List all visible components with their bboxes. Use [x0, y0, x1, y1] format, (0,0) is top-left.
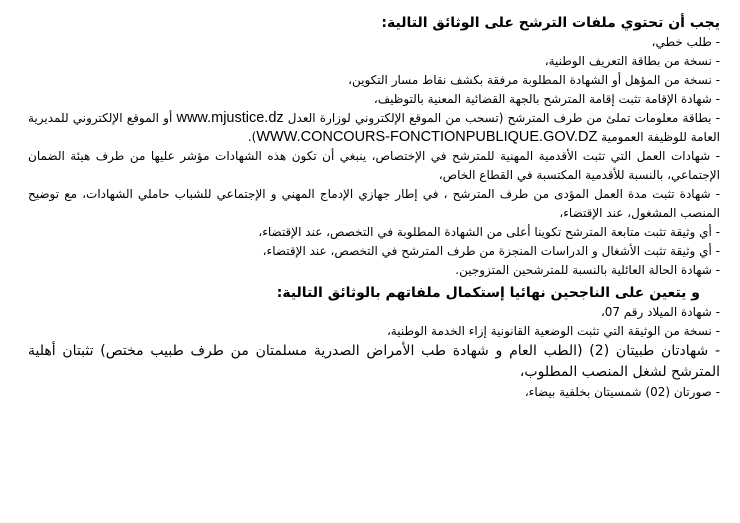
list-item: - أي وثيقة تثبت متابعة المترشح تكوينا أعلى من الشهادة المطلوبة في التخصص، عند الإقتضاء، — [258, 225, 720, 239]
item-text: - بطاقة معلومات تملئ من طرف المترشح (تسحب من الموقع الإلكتروني لوزارة العدل — [283, 111, 720, 125]
section2-list — [28, 303, 720, 402]
mjustice-link[interactable]: www.mjustice.dz — [176, 110, 284, 126]
concours-link[interactable]: WWW.CONCOURS-FONCTIONPUBLIQUE.GOV.DZ — [256, 129, 598, 145]
list-item: - شهادة تثبت مدة العمل المؤدى من طرف المترشح ، في إطار جهازي الإدماج المهني و الإجتماعي للشباب حاملي الشهادات، مع توضيح المنصب المشغول، عند الإقتضاء، — [28, 187, 720, 220]
list-item — [28, 109, 720, 147]
list-item: - طلب خطي، — [651, 35, 720, 49]
item-text: ). — [247, 130, 257, 144]
item-text: أو الموقع الإلكتروني للمديرية العامة للوظيفة العمومية — [28, 111, 720, 144]
document-page — [28, 14, 720, 402]
section1-list — [28, 33, 720, 280]
list-item: - أي وثيقة تثبت الأشغال و الدراسات المنجزة من طرف المترشح في التخصص، عند الإقتضاء، — [262, 244, 720, 258]
list-item: - شهادة الميلاد رقم 07، — [600, 305, 720, 319]
list-item: - نسخة من بطاقة التعريف الوطنية، — [544, 54, 720, 68]
section2-heading: و يتعين على الناجحين نهائيا إستكمال ملفاتهم بالوثائق التالية: — [276, 285, 700, 301]
list-item: - نسخة من المؤهل أو الشهادة المطلوبة مرفقة بكشف نقاط مسار التكوين، — [348, 73, 720, 87]
list-item: - صورتان (02) شمسيتان بخلفية بيضاء، — [524, 385, 720, 399]
list-item: - شهادة الحالة العائلية بالنسبة للمترشحين المتزوجين. — [455, 263, 720, 277]
section1-heading: يجب أن تحتوي ملفات الترشح على الوثائق التالية: — [381, 15, 720, 31]
list-item: - شهادات العمل التي تثبت الأقدمية المهنية للمترشح في الإختصاص، ينبغي أن تكون هذه الشهادات مؤشر عليها من طرف هيئة الضمان الإجتماعي، بالنسبة للأقدمية المكتسبة في القطاع الخاص، — [28, 149, 720, 182]
list-item: - شهادة الإقامة تثبت إقامة المترشح بالجهة القضائية المعنية بالتوظيف، — [373, 92, 720, 106]
list-item: - شهادتان طبيتان (2) (الطب العام و شهادة طب الأمراض الصدرية مسلمتان من طرف طبيب مختص) تثبتان أهلية المترشح لشغل المنصب المطلوب، — [28, 343, 720, 380]
list-item: - نسخة من الوثيقة التي تثبت الوضعية القانونية إزاء الخدمة الوطنية، — [386, 324, 720, 338]
